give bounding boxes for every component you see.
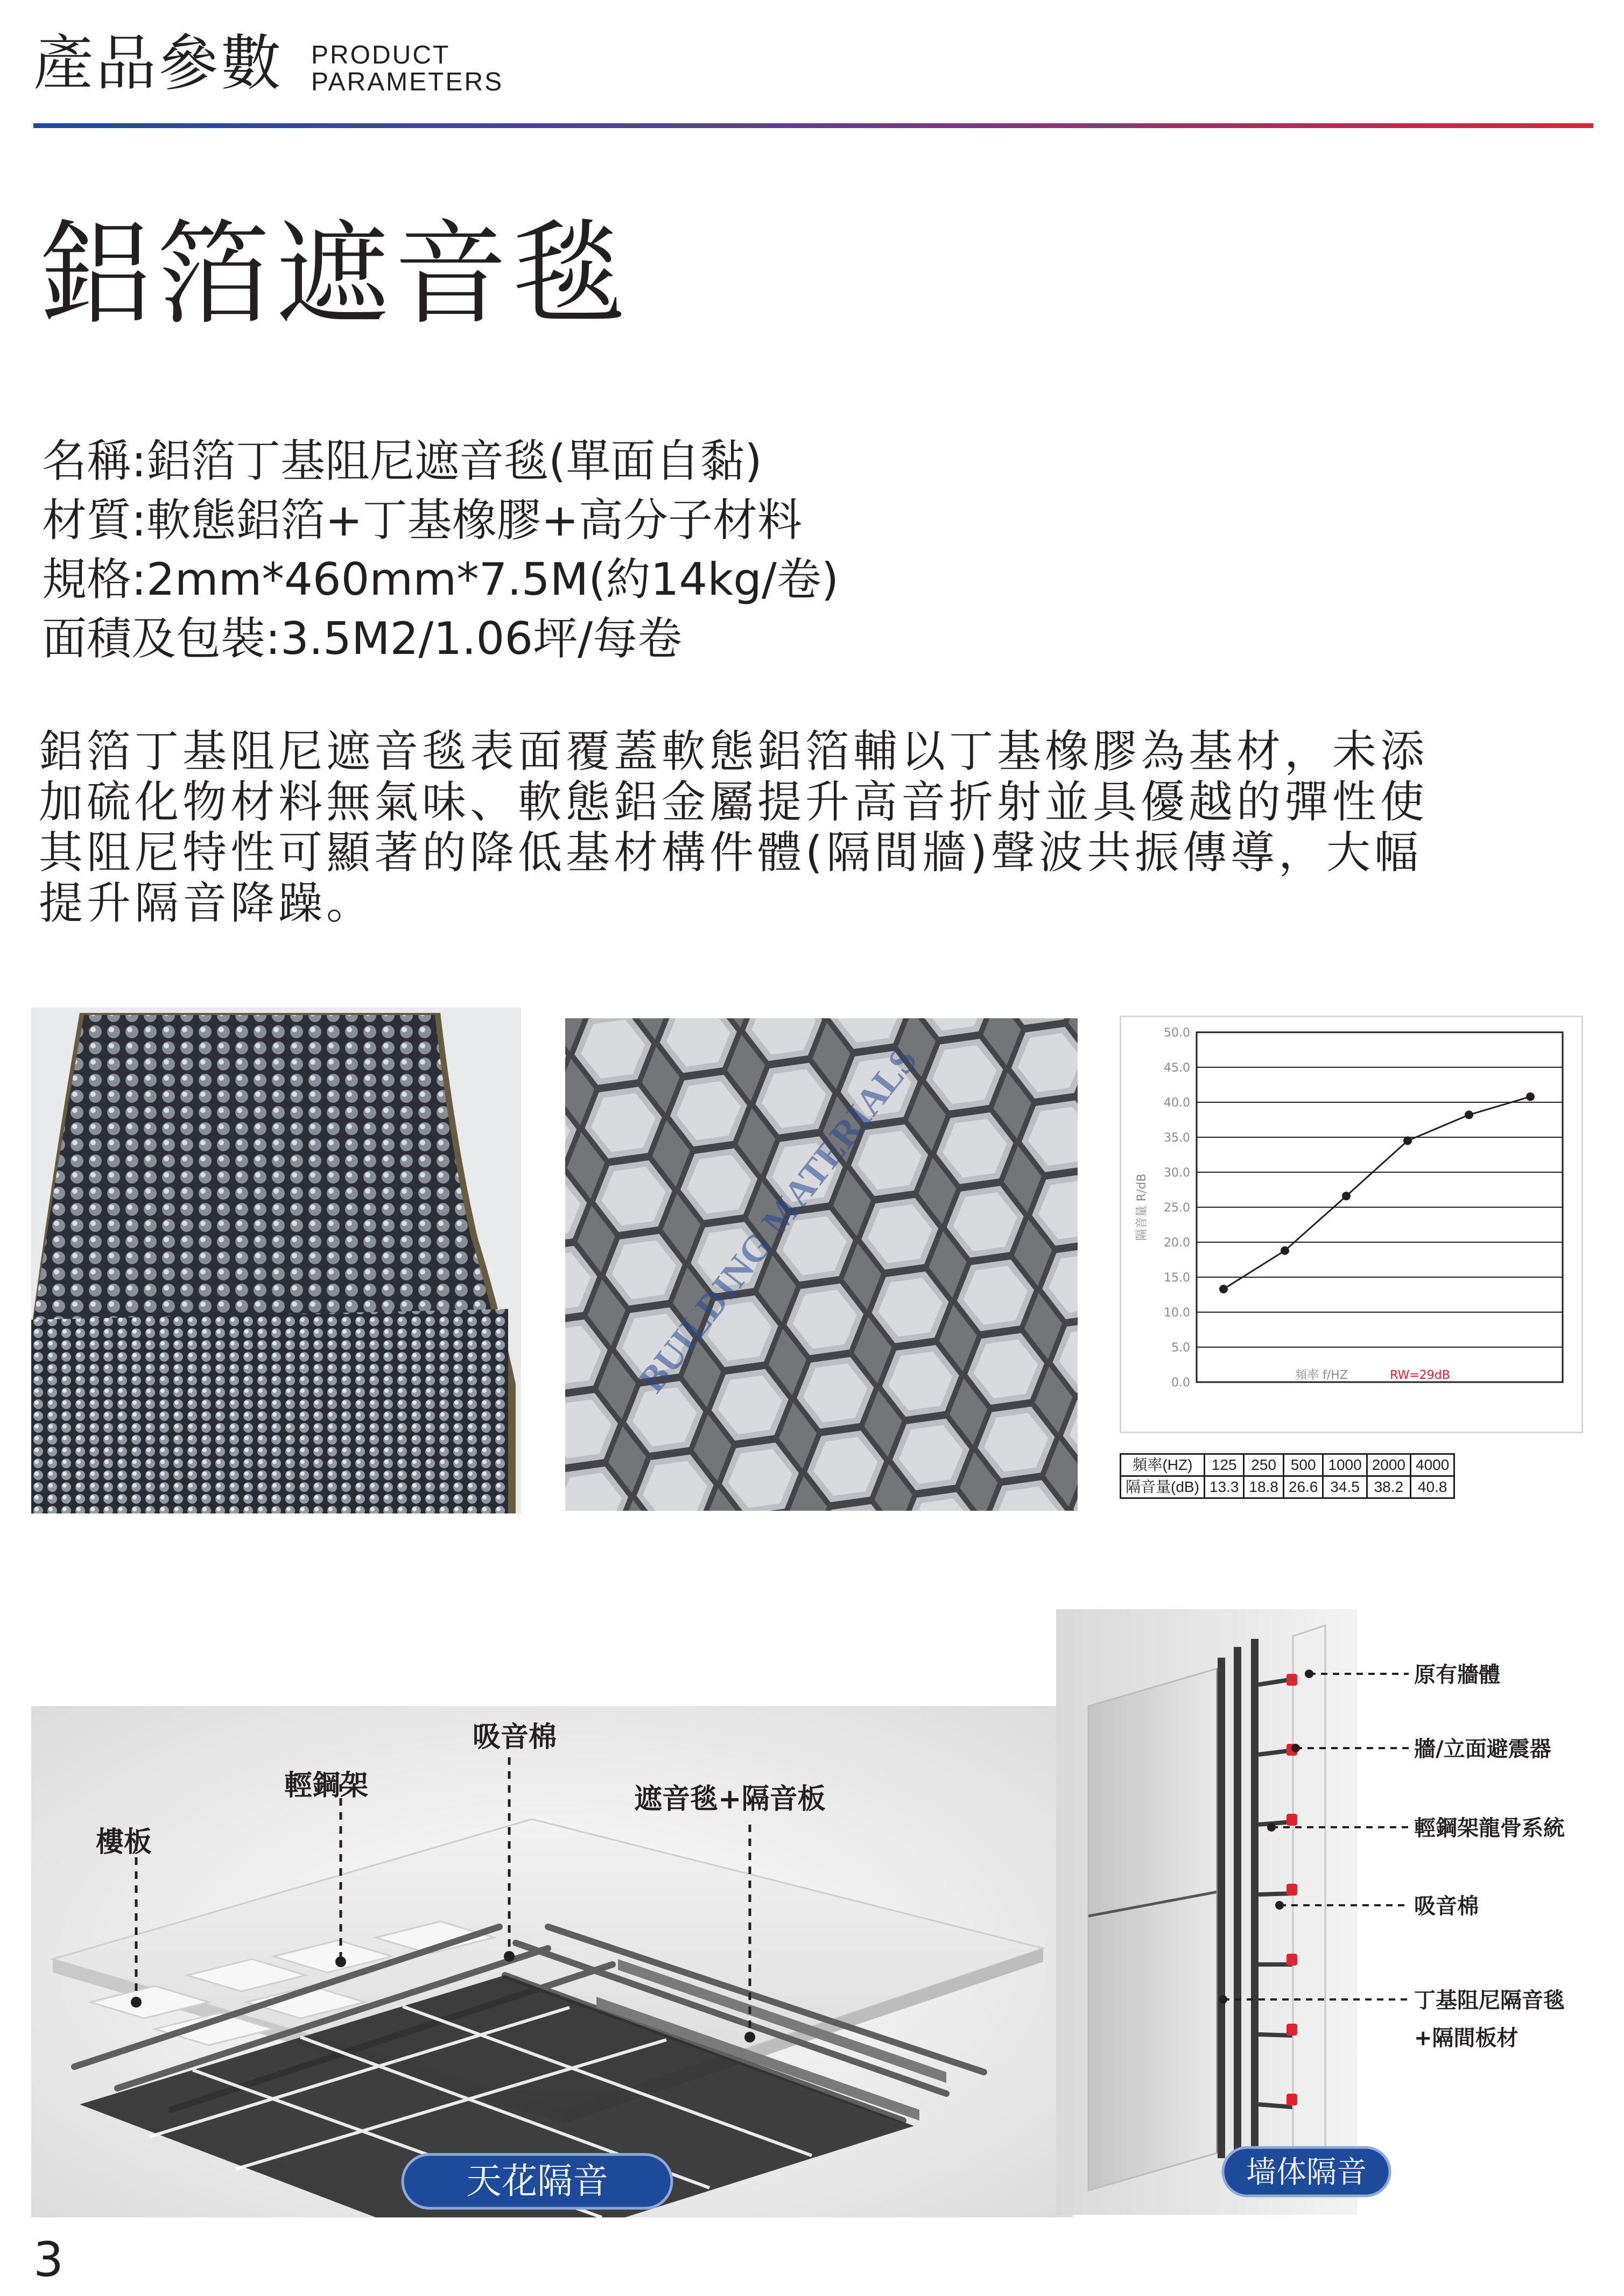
spec-name: 名稱:鋁箔丁基阻尼遮音毯(單面自黏)	[42, 435, 762, 487]
ceiling-insulation-diagram	[31, 1625, 1073, 2217]
chart-data-point	[1465, 1110, 1473, 1119]
table-header-cell: 頻率(HZ)	[1121, 1454, 1205, 1476]
chart-y-tick-label: 45.0	[1164, 1061, 1190, 1075]
frequency-table	[1120, 1453, 1455, 1499]
chart-y-tick-label: 40.0	[1164, 1096, 1190, 1110]
sound-insulation-chart	[1120, 1016, 1583, 1433]
table-cell: 38.2	[1367, 1476, 1410, 1498]
page-number: 3	[33, 2232, 64, 2287]
chart-svg	[1121, 1017, 1581, 1432]
chart-y-tick-label: 15.0	[1164, 1271, 1190, 1285]
spec-material: 材質:軟態鋁箔+丁基橡膠+高分子材料	[42, 494, 803, 546]
description-line: 加硫化物材料無氣味、軟態鋁金屬提升高音折射並具優越的彈性使	[39, 777, 1429, 828]
chart-y-tick-label: 50.0	[1164, 1026, 1190, 1040]
section-title-en-line2: PARAMETERS	[311, 67, 504, 96]
table-row	[1121, 1476, 1454, 1498]
header-divider	[33, 123, 1593, 128]
chart-x-axis-label: 頻率 f/HZ	[1295, 1369, 1348, 1382]
table-row	[1121, 1454, 1454, 1476]
description-line: 其阻尼特性可顯著的降低基材構件體(隔間牆)聲波共振傳導，大幅	[39, 827, 1422, 878]
table-cell: 4000	[1411, 1454, 1454, 1476]
chart-y-tick-label: 5.0	[1171, 1341, 1190, 1355]
label-steel-keel-system: 輕鋼架龍骨系統	[1414, 1816, 1565, 1841]
description-line: 鋁箔丁基阻尼遮音毯表面覆蓋軟態鋁箔輔以丁基橡膠為基材，未添	[39, 726, 1429, 777]
product-photo-closeup	[565, 1018, 1078, 1511]
section-title-en	[311, 42, 503, 96]
description-line: 提升隔音降躁。	[39, 878, 375, 929]
section-title-cn: 產品參數	[33, 29, 283, 98]
chart-y-tick-label: 0.0	[1171, 1376, 1190, 1390]
label-wall-damper: 牆/立面避震器	[1414, 1737, 1551, 1762]
section-title-en-line1: PRODUCT	[311, 41, 451, 69]
chart-y-tick-label: 30.0	[1164, 1166, 1190, 1180]
chart-y-tick-label: 25.0	[1164, 1201, 1190, 1215]
label-sound-absorbing-cotton: 吸音棉	[473, 1721, 557, 1753]
chart-data-point	[1342, 1192, 1351, 1200]
table-cell: 1000	[1323, 1454, 1367, 1476]
chart-data-point	[1526, 1093, 1535, 1101]
spec-area-package: 面積及包裝:3.5M2/1.06坪/每卷	[42, 612, 683, 665]
label-partition-board: +隔間板材	[1414, 2026, 1518, 2051]
label-butyl-mat: 丁基阻尼隔音毯	[1414, 1988, 1565, 2013]
chart-annotation: RW=29dB	[1390, 1369, 1450, 1382]
wall-pill-label: 墙体隔音	[1246, 2155, 1367, 2190]
label-floor-slab: 樓板	[96, 1826, 152, 1858]
table-cell: 13.3	[1204, 1476, 1244, 1498]
table-header-cell: 隔音量(dB)	[1121, 1476, 1205, 1498]
table-cell: 2000	[1367, 1454, 1410, 1476]
chart-data-point	[1281, 1246, 1289, 1255]
chart-y-tick-label: 20.0	[1164, 1236, 1190, 1250]
label-original-wall: 原有牆體	[1414, 1663, 1500, 1687]
table-cell: 125	[1204, 1454, 1244, 1476]
steel-keel-studs	[1218, 1639, 1259, 2158]
table-cell: 18.8	[1244, 1476, 1284, 1498]
product-description	[39, 727, 1541, 929]
table-cell: 34.5	[1323, 1476, 1367, 1498]
chart-data-point	[1219, 1285, 1228, 1293]
table-cell: 250	[1244, 1454, 1284, 1476]
chart-y-tick-label: 10.0	[1164, 1306, 1190, 1320]
chart-y-tick-label: 35.0	[1164, 1131, 1190, 1145]
watermark-text: BUILDING MATERIALS	[630, 1039, 926, 1400]
label-mat-and-board: 遮音毯+隔音板	[634, 1783, 826, 1815]
partition-board	[1088, 1668, 1218, 2191]
chart-y-axis-label: 隔音量 R/dB	[1135, 1173, 1149, 1241]
label-light-steel-frame: 輕鋼架	[284, 1770, 369, 1802]
wall-insulation-diagram	[1056, 1609, 1592, 2215]
chart-series-line	[1224, 1097, 1530, 1290]
label-absorbing-cotton: 吸音棉	[1414, 1894, 1479, 1919]
product-photo-roll	[31, 1008, 521, 1513]
table-cell: 40.8	[1411, 1476, 1454, 1498]
ceiling-pill-label: 天花隔音	[466, 2160, 608, 2202]
product-title: 鋁箔遮音毯	[39, 208, 631, 340]
chart-data-point	[1403, 1137, 1412, 1145]
spec-size: 規格:2mm*460mm*7.5M(約14kg/卷)	[42, 553, 839, 605]
table-cell: 500	[1283, 1454, 1323, 1476]
table-cell: 26.6	[1283, 1476, 1323, 1498]
original-wall	[1293, 1625, 1325, 2191]
